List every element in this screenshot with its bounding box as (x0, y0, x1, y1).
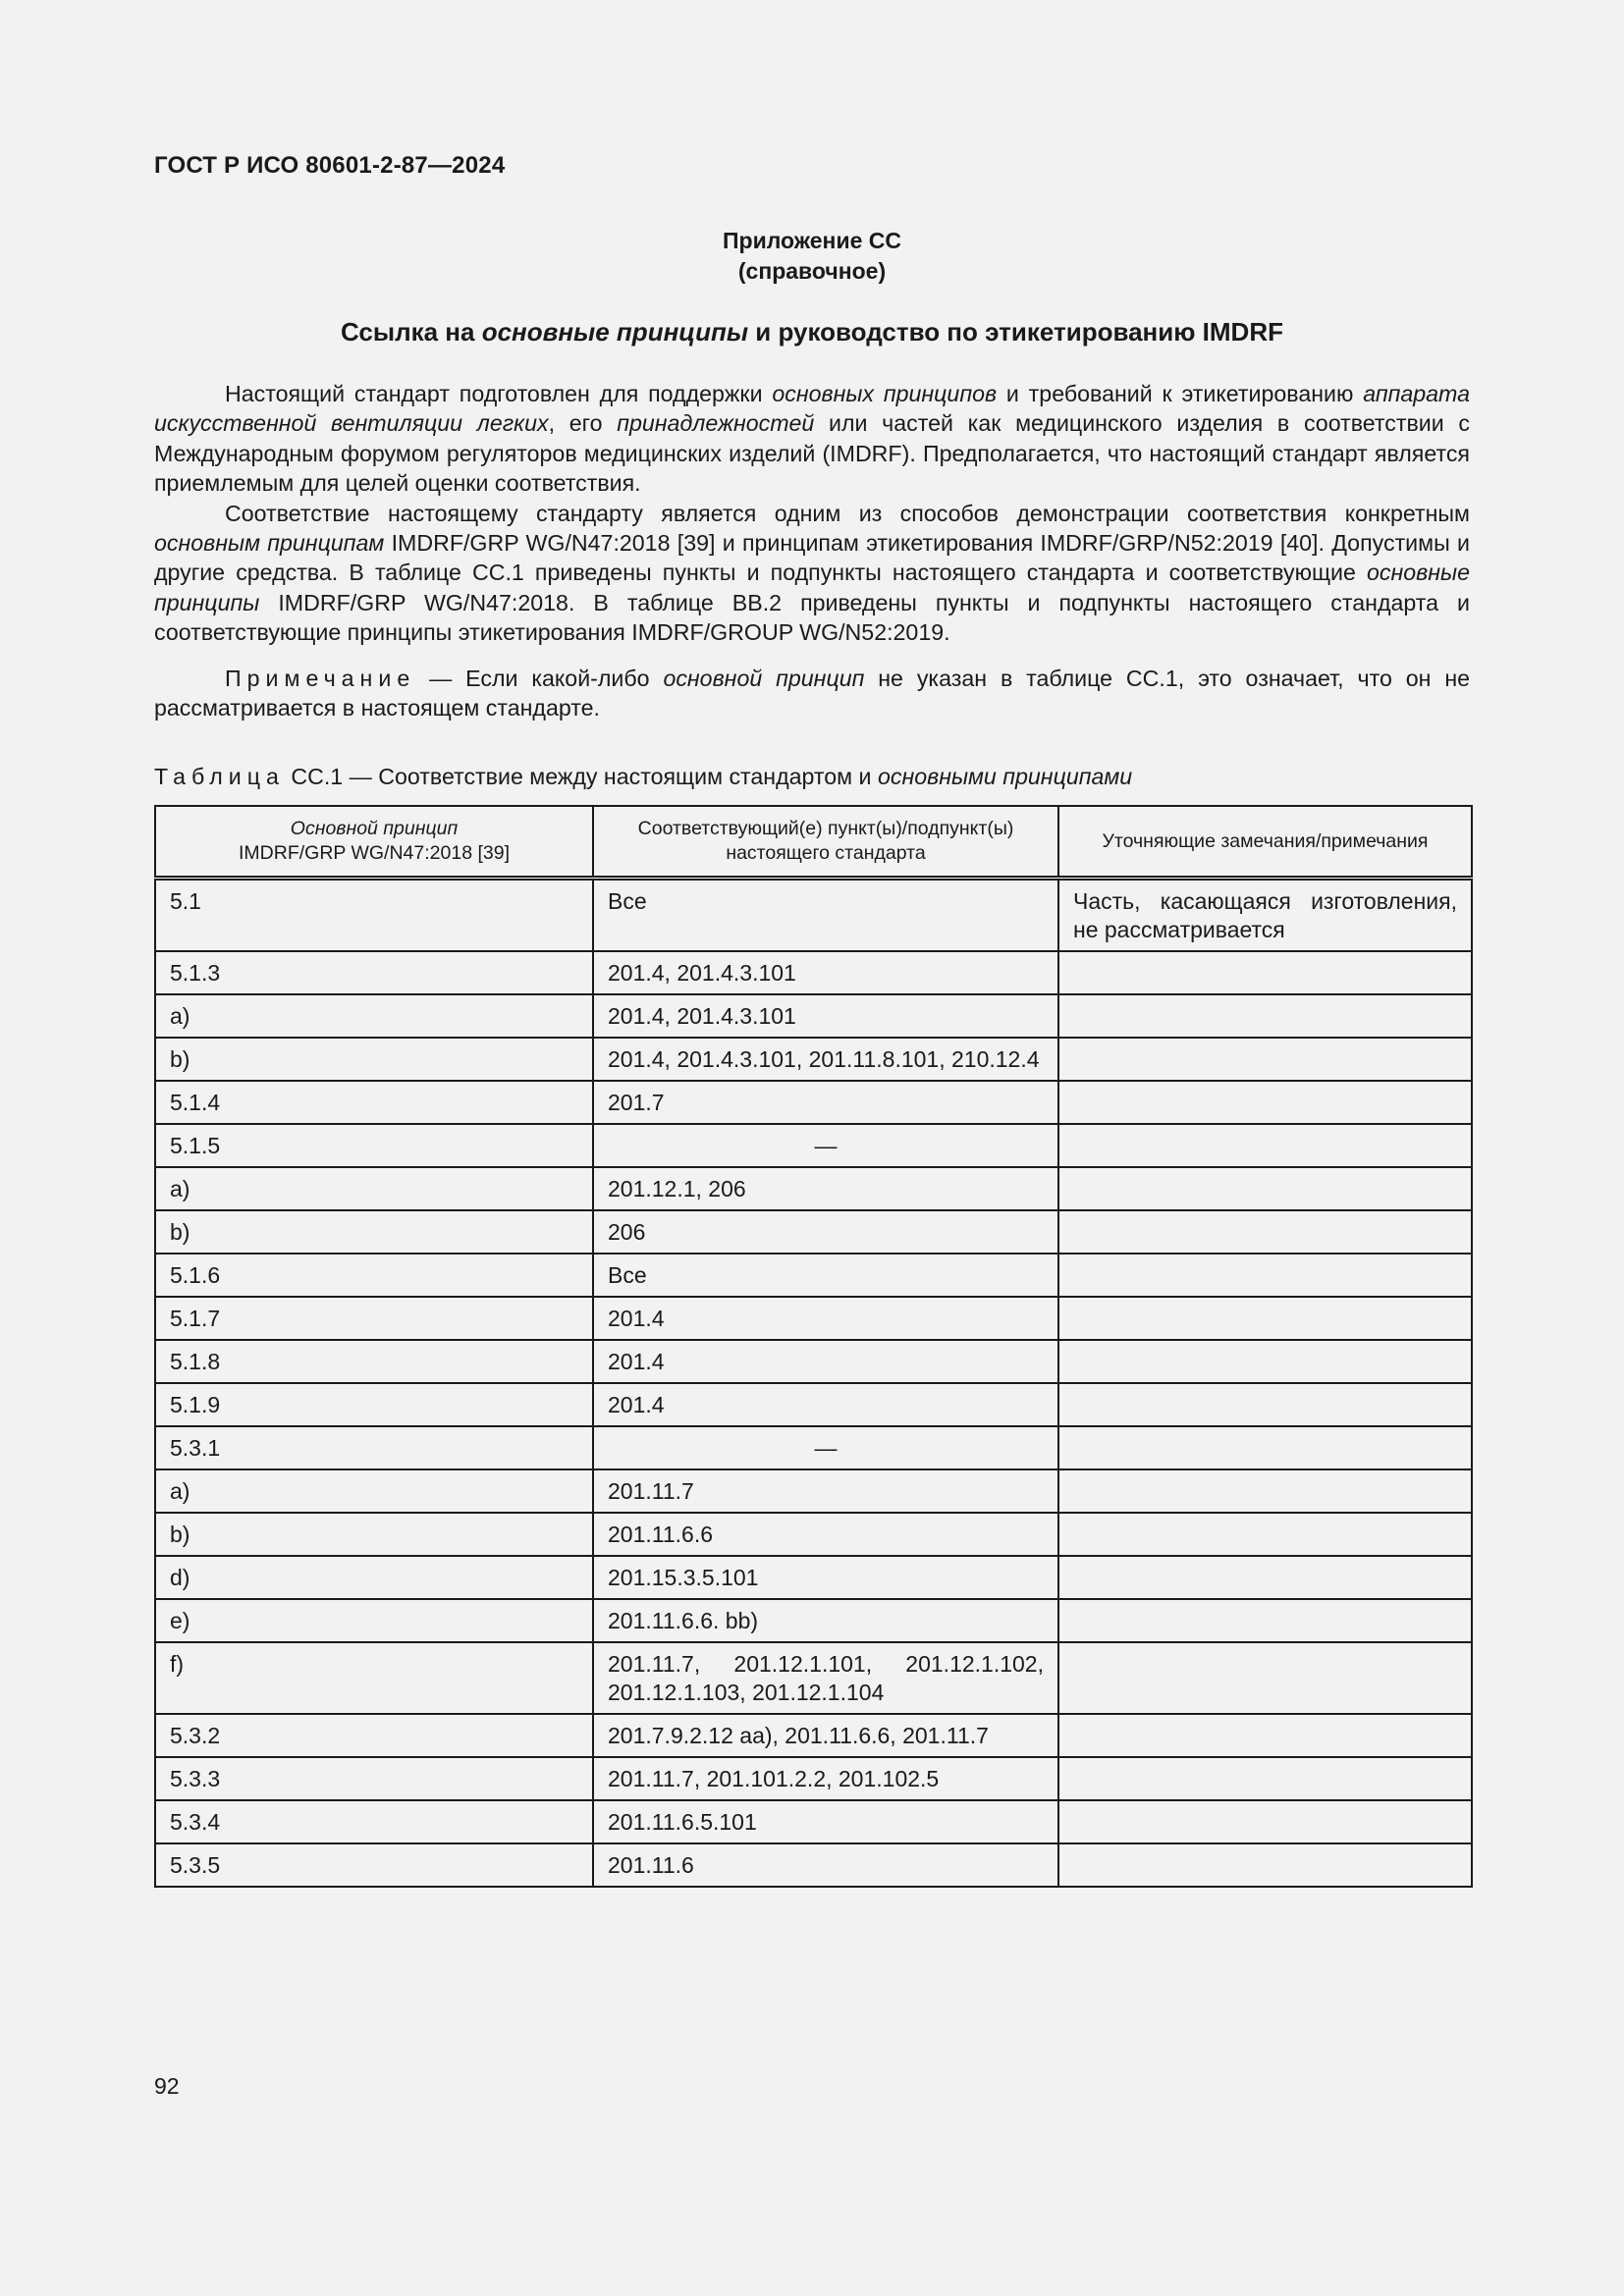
cell-principle: 5.1.9 (155, 1383, 593, 1426)
table-row (155, 1297, 1472, 1340)
cell-clauses: 201.4, 201.4.3.101, 201.11.8.101, 210.12.4 (593, 1038, 1058, 1081)
table-row (155, 1254, 1472, 1297)
table-row (155, 1210, 1472, 1254)
cell-remarks (1058, 1210, 1472, 1254)
cell-principle: 5.1.7 (155, 1297, 593, 1340)
cell-principle: 5.1.5 (155, 1124, 593, 1167)
cell-remarks (1058, 1843, 1472, 1887)
cell-clauses: 201.7.9.2.12 aa), 201.11.6.6, 201.11.7 (593, 1714, 1058, 1757)
table-caption-label: Таблица (154, 764, 285, 789)
note-paragraph (154, 664, 1470, 723)
cell-principle: 5.1.4 (155, 1081, 593, 1124)
paragraph-2 (154, 499, 1470, 648)
header-remarks: Уточняющие замечания/примечания (1058, 806, 1472, 879)
header-clauses: Соответствующий(е) пункт(ы)/подпункт(ы) настоящего стандарта (593, 806, 1058, 879)
note-run: не указан в таблице СС.1, это означает, что он не рассматривается в настоящем стандарте. (154, 665, 1471, 721)
cell-principle: 5.3.3 (155, 1757, 593, 1800)
cell-principle: b) (155, 1210, 593, 1254)
cell-clauses: 201.12.1, 206 (593, 1167, 1058, 1210)
cell-principle: 5.3.4 (155, 1800, 593, 1843)
paragraph2-run: Соответствие настоящему стандарту является одним из способов демонстрации соответствия конкретным (225, 500, 1470, 526)
table-row (155, 1843, 1472, 1887)
cell-remarks (1058, 1800, 1472, 1843)
cell-remarks: Часть, касающаяся изготовления, не рассматривается (1058, 879, 1472, 952)
cell-principle: 5.3.1 (155, 1426, 593, 1469)
paragraph1-run: основных принципов (772, 381, 998, 406)
table-row (155, 1124, 1472, 1167)
table-row (155, 1800, 1472, 1843)
cell-principle: 5.1.8 (155, 1340, 593, 1383)
cell-principle: 5.3.5 (155, 1843, 593, 1887)
header-principle-line2: IMDRF/GRP WG/N47:2018 [39] (239, 842, 510, 864)
main-title-part2: и руководство по этикетированию IMDRF (748, 317, 1283, 347)
cell-remarks (1058, 1167, 1472, 1210)
paragraph2-run: IMDRF/GRP WG/N47:2018. В таблице ВВ.2 приведены пункты и подпункты настоящего стандарта и соответствующие принципы этикетирования IMDRF/GROUP WG/N52:2019. (154, 589, 1470, 646)
paragraph1-run: Настоящий стандарт подготовлен для поддержки (225, 381, 773, 406)
cell-remarks (1058, 1254, 1472, 1297)
annex-main-title (154, 317, 1470, 347)
paragraph2-run: основные принципы (154, 560, 1470, 615)
table-header-row (155, 806, 1472, 879)
cell-principle: a) (155, 994, 593, 1038)
paragraph2-run: основным принципам (154, 530, 385, 557)
table-row (155, 879, 1472, 952)
cell-principle: d) (155, 1556, 593, 1599)
cell-clauses: 201.4 (593, 1383, 1058, 1426)
correspondence-table (154, 805, 1473, 1888)
cell-clauses: 201.7 (593, 1081, 1058, 1124)
table-caption-text: СС.1 — Соответствие между настоящим стандартом и (284, 764, 878, 789)
table-row (155, 1757, 1472, 1800)
header-principle (155, 806, 593, 879)
table-row (155, 1556, 1472, 1599)
main-title-italic: основные принципы (481, 317, 749, 347)
cell-remarks (1058, 1124, 1472, 1167)
cell-clauses: — (593, 1124, 1058, 1167)
cell-remarks (1058, 1038, 1472, 1081)
cell-principle: b) (155, 1513, 593, 1556)
cell-clauses: — (593, 1426, 1058, 1469)
table-row (155, 1081, 1472, 1124)
note-run: основной принцип (663, 665, 865, 691)
note-run: — Если какой-либо (415, 665, 664, 691)
cell-clauses: 206 (593, 1210, 1058, 1254)
cell-principle: 5.1 (155, 879, 593, 952)
page-number: 92 (154, 2073, 180, 2099)
table-caption (154, 764, 1132, 790)
cell-clauses: 201.11.6.5.101 (593, 1800, 1058, 1843)
cell-clauses: 201.11.7, 201.101.2.2, 201.102.5 (593, 1757, 1058, 1800)
table-row (155, 1469, 1472, 1513)
table-row (155, 1167, 1472, 1210)
cell-remarks (1058, 1340, 1472, 1383)
cell-remarks (1058, 1426, 1472, 1469)
note-label: Примечание (225, 665, 416, 691)
cell-remarks (1058, 1469, 1472, 1513)
table-row (155, 1340, 1472, 1383)
cell-clauses: 201.11.6.6. bb) (593, 1599, 1058, 1642)
cell-principle: b) (155, 1038, 593, 1081)
cell-clauses: 201.11.7, 201.12.1.101, 201.12.1.102, 201.12.1.103, 201.12.1.104 (593, 1642, 1058, 1714)
cell-remarks (1058, 1757, 1472, 1800)
table-row (155, 1038, 1472, 1081)
cell-clauses: 201.11.7 (593, 1469, 1058, 1513)
table-row (155, 1714, 1472, 1757)
paragraph-1 (154, 379, 1470, 499)
cell-clauses: 201.4 (593, 1297, 1058, 1340)
paragraph1-run: или частей как медицинского изделия в соответствии с Международным форумом регуляторов медицинских изделий (IMDRF). Предполагается, что настоящий стандарт является приемлемым для целей оценки соответствия. (154, 410, 1470, 497)
cell-clauses: 201.4, 201.4.3.101 (593, 951, 1058, 994)
cell-remarks (1058, 1599, 1472, 1642)
cell-clauses: 201.4 (593, 1340, 1058, 1383)
cell-remarks (1058, 994, 1472, 1038)
cell-clauses: Все (593, 879, 1058, 952)
cell-remarks (1058, 1297, 1472, 1340)
cell-remarks (1058, 1714, 1472, 1757)
main-title-part1: Ссылка на (341, 317, 482, 347)
table-row (155, 1642, 1472, 1714)
table-row (155, 994, 1472, 1038)
cell-principle: a) (155, 1167, 593, 1210)
paragraph2-run: IMDRF/GRP WG/N47:2018 [39] и принципам этикетирования IMDRF/GRP/N52:2019 [40]. Допустимы и другие средства. В таблице СС.1 приведены пункты и подпункты настоящего стандарта и соответствующие (154, 530, 1470, 586)
cell-remarks (1058, 1642, 1472, 1714)
table-row (155, 1426, 1472, 1469)
cell-clauses: Все (593, 1254, 1058, 1297)
cell-remarks (1058, 1081, 1472, 1124)
table-row (155, 951, 1472, 994)
table-row (155, 1599, 1472, 1642)
paragraph1-run: , его (548, 410, 618, 437)
body-text (154, 379, 1470, 722)
cell-principle: 5.1.6 (155, 1254, 593, 1297)
cell-clauses: 201.11.6.6 (593, 1513, 1058, 1556)
paragraph1-run: принадлежностей (617, 410, 815, 437)
annex-subtitle: (справочное) (737, 258, 887, 284)
cell-clauses: 201.11.6 (593, 1843, 1058, 1887)
paragraph1-run: аппарата искусственной вентиляции легких (154, 381, 1470, 437)
table-caption-italic: основными принципами (877, 764, 1133, 789)
header-principle-line1: Основной принцип (290, 818, 459, 839)
table-row (155, 1513, 1472, 1556)
cell-remarks (1058, 951, 1472, 994)
cell-principle: a) (155, 1469, 593, 1513)
cell-remarks (1058, 1513, 1472, 1556)
annex-heading (154, 226, 1470, 287)
paragraph1-run: и требований к этикетированию (997, 381, 1364, 406)
cell-principle: 5.3.2 (155, 1714, 593, 1757)
cell-clauses: 201.15.3.5.101 (593, 1556, 1058, 1599)
table-row (155, 1383, 1472, 1426)
table-body (155, 879, 1472, 1888)
annex-title: Приложение СС (722, 228, 901, 253)
standard-designation: ГОСТ Р ИСО 80601-2-87—2024 (154, 152, 506, 179)
cell-principle: 5.1.3 (155, 951, 593, 994)
cell-principle: f) (155, 1642, 593, 1714)
cell-remarks (1058, 1383, 1472, 1426)
cell-remarks (1058, 1556, 1472, 1599)
cell-clauses: 201.4, 201.4.3.101 (593, 994, 1058, 1038)
cell-principle: e) (155, 1599, 593, 1642)
